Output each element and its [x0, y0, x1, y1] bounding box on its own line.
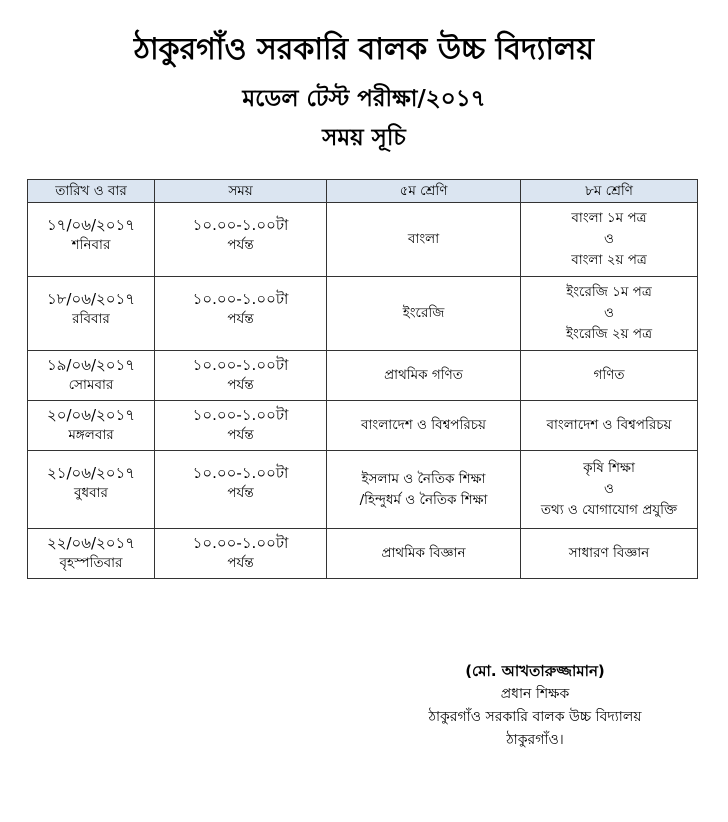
class8-subject: সাধারণ বিজ্ঞান — [568, 545, 650, 561]
class5-subject: বাংলা — [407, 231, 440, 247]
exam-time: ১০.০০-১.০০টা — [192, 464, 289, 482]
class8-subject: গণিত — [593, 367, 625, 383]
time-cell — [155, 529, 327, 579]
class5-subject: ইসলাম ও নৈতিক শিক্ষা — [361, 470, 486, 487]
class5-subject: /হিন্দুধর্ম ও নৈতিক শিক্ষা — [359, 491, 488, 508]
class5-subject: বাংলাদেশ ও বিশ্বপরিচয় — [360, 417, 486, 433]
exam-date: ২২/০৬/২০১৭ — [46, 534, 136, 552]
signatory-designation: প্রধান শিক্ষক — [500, 686, 570, 702]
date-cell — [28, 203, 155, 277]
exam-day: রবিবার — [72, 311, 110, 327]
signature-block — [380, 660, 690, 752]
class8-subject-connector: ও — [604, 231, 614, 247]
column-header-date: তারিখ ও বার — [28, 180, 155, 203]
exam-schedule-table — [27, 179, 698, 579]
exam-time-note: পর্যন্ত — [227, 237, 254, 253]
exam-date: ১৭/০৬/২০১৭ — [46, 216, 136, 234]
time-cell — [155, 401, 327, 451]
class5-subject: প্রাথমিক বিজ্ঞান — [381, 545, 466, 561]
exam-time-note: পর্যন্ত — [227, 377, 254, 393]
exam-time: ১০.০০-১.০০টা — [192, 406, 289, 424]
time-cell — [155, 277, 327, 351]
column-header-class5: ৫ম শ্রেণি — [327, 180, 521, 203]
date-cell — [28, 277, 155, 351]
exam-date: ১৯/০৬/২০১৭ — [46, 356, 136, 374]
schedule-title: সময় সূচি — [322, 125, 406, 151]
school-title: ঠাকুরগাঁও সরকারি বালক উচ্চ বিদ্যালয় — [133, 32, 595, 67]
signatory-institution: ঠাকুরগাঁও সরকারি বালক উচ্চ বিদ্যালয় — [428, 709, 642, 725]
exam-time-note: পর্যন্ত — [227, 427, 254, 443]
signatory-place: ঠাকুরগাঁও। — [506, 732, 564, 748]
table-row — [28, 451, 698, 529]
class8-subject: বাংলা ২য় পত্র — [571, 252, 647, 268]
exam-time-note: পর্যন্ত — [227, 485, 254, 501]
class5-subject-cell — [327, 203, 521, 277]
exam-day: সোমবার — [68, 377, 114, 393]
exam-day: বৃহস্পতিবার — [59, 555, 123, 571]
exam-time: ১০.০০-১.০০টা — [192, 534, 289, 552]
date-cell — [28, 401, 155, 451]
class5-subject-cell — [327, 529, 521, 579]
class8-subject: ইংরেজি ২য় পত্র — [565, 326, 653, 342]
class5-subject-cell — [327, 451, 521, 529]
column-header-time: সময় — [155, 180, 327, 203]
time-cell — [155, 451, 327, 529]
exam-time: ১০.০০-১.০০টা — [192, 216, 289, 234]
table-row — [28, 277, 698, 351]
exam-day: শনিবার — [71, 237, 111, 253]
time-cell — [155, 351, 327, 401]
exam-time-note: পর্যন্ত — [227, 311, 254, 327]
table-row — [28, 351, 698, 401]
exam-title: মডেল টেস্ট পরীক্ষা/২০১৭ — [242, 86, 486, 112]
class5-subject-cell — [327, 401, 521, 451]
class5-subject-cell — [327, 351, 521, 401]
class8-subject-cell — [521, 451, 698, 529]
class8-subject: ইংরেজি ১ম পত্র — [566, 284, 652, 300]
class8-subject-cell — [521, 351, 698, 401]
column-header-class8: ৮ম শ্রেণি — [521, 180, 698, 203]
class8-subject: কৃষি শিক্ষা — [583, 460, 635, 476]
table-row — [28, 203, 698, 277]
class8-subject: তথ্য ও যোগাযোগ প্রযুক্তি — [540, 502, 678, 518]
exam-time: ১০.০০-১.০০টা — [192, 356, 289, 374]
class8-subject: বাংলা ১ম পত্র — [571, 210, 647, 226]
class5-subject: প্রাথমিক গণিত — [384, 367, 463, 383]
class8-subject-cell — [521, 529, 698, 579]
exam-day: বুধবার — [74, 485, 108, 501]
class5-subject-cell — [327, 277, 521, 351]
exam-date: ২১/০৬/২০১৭ — [46, 464, 136, 482]
exam-time: ১০.০০-১.০০টা — [192, 290, 289, 308]
table-row — [28, 401, 698, 451]
exam-date: ২০/০৬/২০১৭ — [46, 406, 136, 424]
date-cell — [28, 529, 155, 579]
date-cell — [28, 351, 155, 401]
exam-time-note: পর্যন্ত — [227, 555, 254, 571]
class8-subject-connector: ও — [604, 481, 614, 497]
table-row — [28, 529, 698, 579]
table-header-row — [28, 180, 698, 203]
time-cell — [155, 203, 327, 277]
class8-subject: বাংলাদেশ ও বিশ্বপরিচয় — [546, 417, 672, 433]
date-cell — [28, 451, 155, 529]
signatory-name: (মো. আখতারুজ্জামান) — [465, 662, 605, 680]
class5-subject: ইংরেজি — [402, 305, 445, 321]
class8-subject-cell — [521, 277, 698, 351]
class8-subject-cell — [521, 401, 698, 451]
class8-subject-cell — [521, 203, 698, 277]
exam-date: ১৮/০৬/২০১৭ — [46, 290, 136, 308]
class8-subject-connector: ও — [604, 305, 614, 321]
exam-day: মঙ্গলবার — [68, 427, 114, 443]
